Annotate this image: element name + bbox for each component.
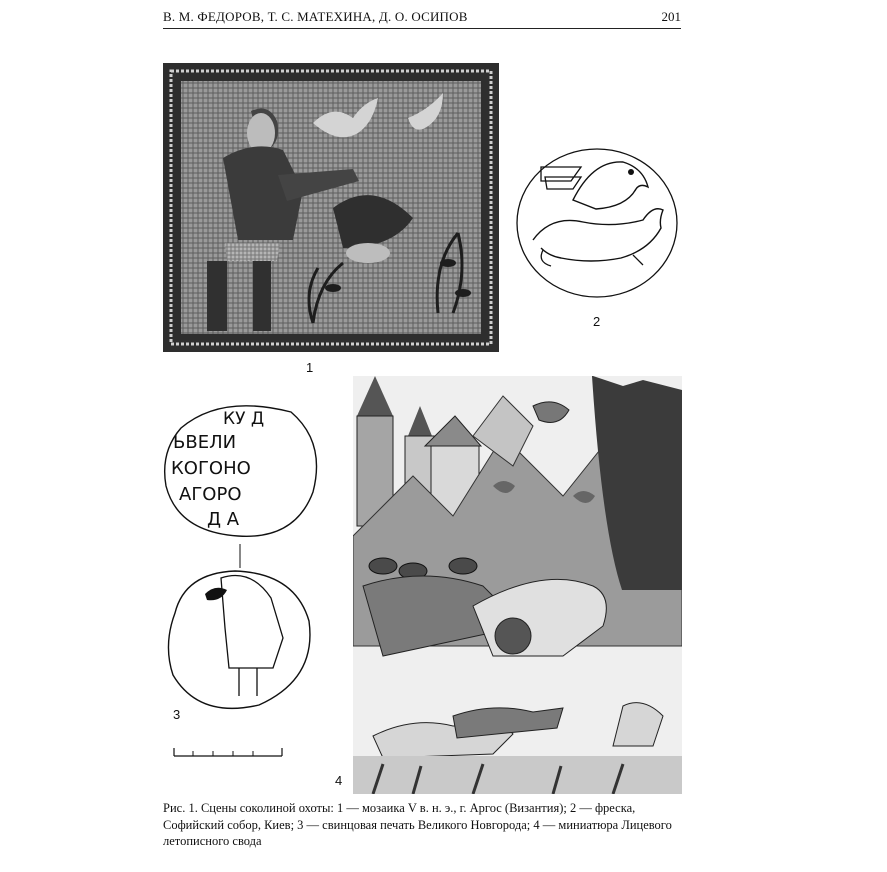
seal-line-5: Д А — [207, 509, 240, 530]
figure-3-seal — [161, 398, 323, 720]
seal-line-2: ЬВЕЛИ — [173, 432, 237, 453]
page-number: 201 — [661, 9, 681, 24]
running-header — [163, 6, 681, 29]
figure-4-miniature — [353, 376, 682, 794]
figure-1-mosaic — [163, 63, 499, 352]
figure-caption: Рис. 1. Сцены соколиной охоты: 1 — мозаика V в. н. э., г. Аргос (Византия); 2 — фреска, Софийский собор, Киев; 3 — свинцовая печать Великого Новгорода; 4 — миниатюра Лицевого летописного свода — [163, 801, 672, 848]
fresco-drawing — [513, 145, 681, 300]
seal-line-1: КУ Д — [223, 409, 265, 429]
header-authors: В. М. ФЕДОРОВ, Т. С. МАТЕХИНА, Д. О. ОСИПОВ — [163, 9, 468, 24]
figure-4-number: 4 — [335, 773, 343, 788]
figure-2-fresco — [513, 145, 681, 300]
seal-line-4: АГОРО — [179, 484, 242, 505]
figure-2-number: 2 — [593, 314, 601, 329]
seal-line-3: КОГОНО — [171, 458, 251, 479]
seal-drawing — [161, 398, 323, 720]
figure-1-number: 1 — [306, 360, 314, 375]
mosaic-illustration — [163, 63, 499, 352]
figure-3-number: 3 — [173, 707, 181, 722]
miniature-illustration — [353, 376, 682, 794]
scale-bar — [173, 746, 283, 758]
